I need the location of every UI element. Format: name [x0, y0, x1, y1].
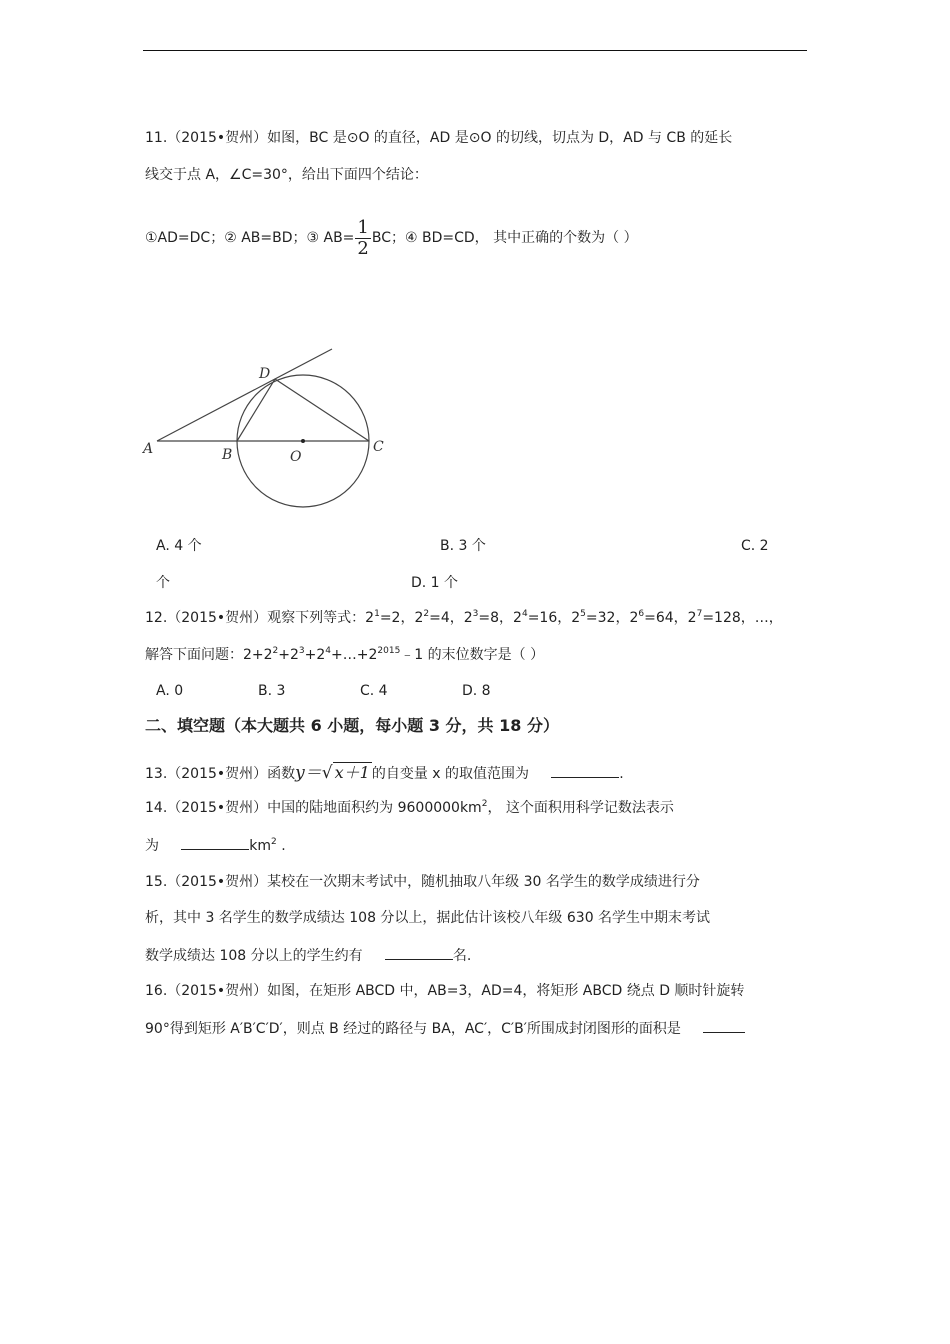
q14-line2: [145, 835, 286, 856]
q12-line1: [145, 608, 783, 628]
q15-line3: [145, 945, 471, 966]
power-base: 2: [629, 610, 639, 626]
q14-line1: [145, 798, 674, 818]
q11-cond-pre: ①AD=DC；② AB=BD；③ AB=: [145, 230, 355, 246]
q15-line2: 析，其中 3 名学生的数学成绩达 108 分以上，据此估计该校八年级 630 名学生中期末考试: [145, 910, 711, 926]
expr-term: +…+2: [331, 647, 378, 663]
power-exponent: 3: [298, 646, 305, 656]
sqrt-sign-icon: √: [321, 763, 333, 783]
answer-blank[interactable]: [703, 1018, 745, 1033]
q16-line2: [145, 1018, 745, 1039]
power-base: 2: [513, 610, 522, 626]
q11-geometry-figure: [140, 340, 400, 515]
q15-line1: 15.（2015•贺州）某校在一次期末考试中，随机抽取八年级 30 名学生的数学成绩进行分: [145, 874, 700, 890]
power-exponent: 7: [696, 609, 703, 619]
power-exponent: 6: [638, 609, 645, 619]
q12-expr-start: 解答下面问题：2+2: [145, 647, 273, 663]
q13-suffix: 的自变量 x 的取值范围为: [371, 766, 530, 782]
answer-blank[interactable]: [551, 763, 619, 778]
power-base: 2: [365, 610, 375, 626]
q13-prefix: 13.（2015•贺州）函数: [145, 766, 296, 782]
label-o: O: [290, 449, 302, 465]
q13-line: [145, 762, 624, 784]
q12-question-tail: ﹣1 的末位数字是（ ）: [400, 647, 545, 663]
power-exponent: 3: [472, 609, 479, 619]
answer-blank[interactable]: [181, 835, 249, 850]
q11-option-a[interactable]: A. 4 个: [156, 538, 202, 554]
q13-end: .: [619, 766, 624, 782]
power-result: =32，: [585, 610, 630, 626]
function-lhs: y＝: [295, 763, 322, 783]
q14-prefix: 为: [145, 838, 159, 854]
power-result: =16，: [527, 610, 572, 626]
q11-line1: 11.（2015•贺州）如图，BC 是⊙O 的直径，AD 是⊙O 的切线，切点为 D，AD 与 CB 的延长: [145, 130, 733, 146]
segment-dc: [275, 379, 369, 441]
power-base: 2: [463, 610, 473, 626]
power-result: =8，: [478, 610, 514, 626]
q16-line1: 16.（2015•贺州）如图，在矩形 ABCD 中，AB=3，AD=4，将矩形 ABCD 绕点 D 顺时针旋转: [145, 983, 745, 999]
power-exponent: 4: [521, 609, 528, 619]
fraction-denominator: 2: [357, 237, 369, 259]
one-half-fraction: [355, 218, 370, 259]
unit-exponent: 2: [271, 837, 277, 847]
label-d: D: [259, 366, 271, 382]
q11-cond-post: BC；④ BD=CD， 其中正确的个数为（ ）: [371, 230, 638, 246]
power-result: =4，: [429, 610, 464, 626]
q15-suffix: 名.: [452, 948, 472, 964]
power-exponent: 2: [423, 609, 430, 619]
q11-conclusions: [145, 216, 638, 260]
q11-option-c[interactable]: C. 2: [741, 538, 769, 554]
power-result: =64，: [644, 610, 688, 626]
answer-blank[interactable]: [385, 945, 453, 960]
expr-term: +2: [278, 647, 299, 663]
unit-label: km: [249, 838, 272, 854]
q12-prefix: 12.（2015•贺州）观察下列等式：: [145, 610, 366, 626]
q12-line2: [145, 645, 544, 665]
expr-term: +2: [304, 647, 326, 663]
unit-exponent: 2: [481, 799, 488, 809]
power-exponent: 2: [272, 646, 279, 656]
power-exponent: 1: [374, 609, 380, 619]
q11-option-d[interactable]: D. 1 个: [411, 575, 459, 591]
q12-option-d[interactable]: D. 8: [462, 683, 491, 699]
q12-option-b[interactable]: B. 3: [258, 683, 286, 699]
q14-text: 14.（2015•贺州）中国的陆地面积约为 9600000km: [145, 800, 482, 816]
q14-text-tail: ， 这个面积用科学记数法表示: [487, 800, 674, 816]
q15-prefix: 数学成绩达 108 分以上的学生约有: [145, 948, 363, 964]
sqrt-radicand: x＋1: [334, 763, 370, 782]
q12-option-c[interactable]: C. 4: [360, 683, 388, 699]
q12-option-a[interactable]: A. 0: [156, 683, 184, 699]
header-rule: [143, 50, 807, 51]
power-exponent: 4: [325, 646, 332, 656]
power-result: =128，: [702, 610, 755, 626]
q14-end: .: [281, 838, 286, 854]
q11-option-b[interactable]: B. 3 个: [440, 538, 486, 554]
label-b: B: [222, 447, 233, 463]
tangent-line-ad: [157, 349, 332, 441]
section-heading: 二、填空题（本大题共 6 小题，每小题 3 分，共 18 分）: [145, 716, 559, 735]
q16-text: 90°得到矩形 A′B′C′D′，则点 B 经过的路径与 BA，AC′，C′B′所围成封闭图形的面积是: [145, 1021, 681, 1037]
power-base: 2: [571, 610, 581, 626]
label-c: C: [373, 439, 384, 455]
q12-ellipsis: …，: [754, 610, 783, 626]
power-base: 2: [414, 610, 424, 626]
power-base: 2: [687, 610, 697, 626]
q11-line2: 线交于点 A，∠C=30°，给出下面四个结论：: [145, 167, 428, 183]
label-a: A: [143, 441, 154, 457]
fraction-numerator: 1: [357, 216, 369, 238]
power-exponent: 5: [580, 609, 586, 619]
power-result: =2，: [379, 610, 415, 626]
center-point-o: [301, 439, 305, 443]
q11-option-c-continued: 个: [156, 575, 170, 591]
power-exponent: 2015: [377, 646, 401, 656]
